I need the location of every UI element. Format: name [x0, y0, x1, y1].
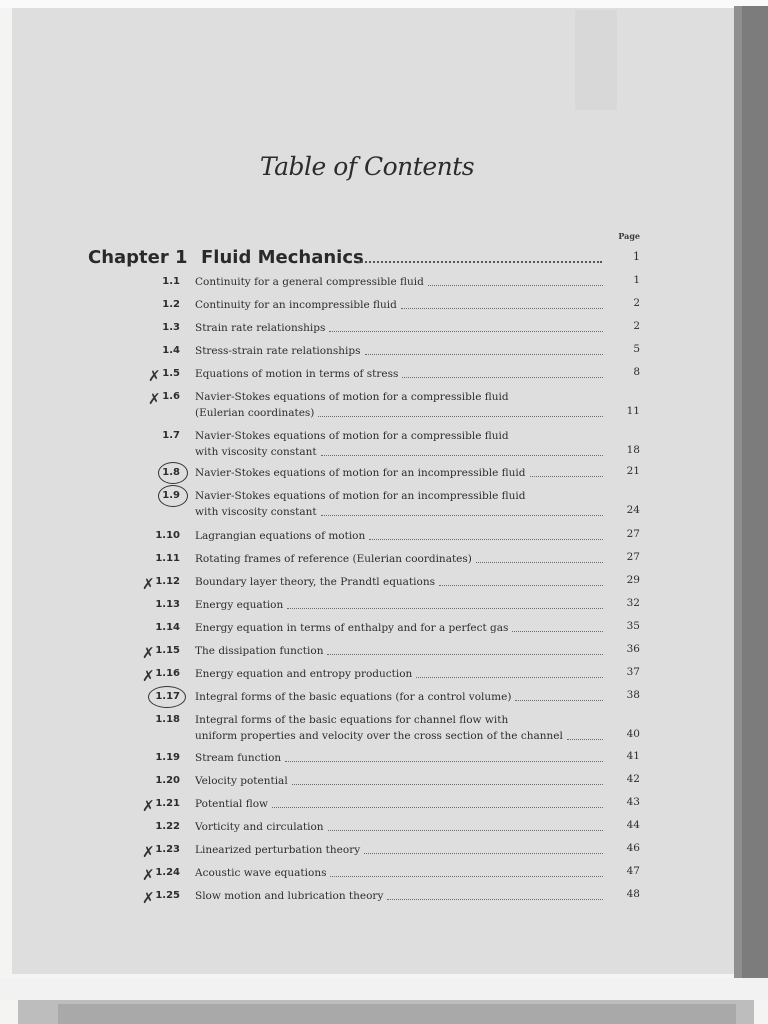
handwritten-x-mark-icon: ✗	[142, 575, 155, 593]
leader-dots	[329, 320, 603, 332]
handwritten-x-mark-icon: ✗	[148, 367, 161, 385]
toc-entry-page: 44	[626, 819, 640, 831]
toc-entry-page: 21	[626, 465, 640, 477]
toc-entry-number: 1.25	[155, 890, 180, 901]
toc-entry-title-line: Potential flow	[195, 798, 269, 810]
toc-entry-page: 27	[626, 551, 640, 563]
toc-entry-title	[195, 819, 605, 835]
toc-entry-number: 1.1	[162, 276, 180, 287]
toc-entry-page: 2	[633, 320, 640, 332]
leader-dots	[292, 773, 603, 785]
handwritten-x-mark-icon: ✗	[142, 644, 155, 662]
leader-dots	[327, 643, 603, 655]
toc-entry-number: 1.22	[155, 821, 180, 832]
toc-entry-page: 29	[626, 574, 640, 586]
leader-dots	[512, 620, 603, 632]
toc-entry-title	[195, 428, 605, 460]
leader-dots	[387, 888, 603, 900]
toc-entry-title	[195, 643, 605, 659]
toc-entry-number: 1.24	[155, 867, 180, 878]
toc-entry-title-line: Velocity potential	[195, 775, 288, 787]
toc-entry-page: 24	[626, 504, 640, 516]
toc-entry-number: 1.4	[162, 345, 180, 356]
toc-entry-page: 41	[626, 750, 640, 762]
toc-entry-number: 1.3	[162, 322, 180, 333]
toc-entry-page: 5	[633, 343, 640, 355]
handwritten-x-mark-icon: ✗	[142, 667, 155, 685]
toc-entry-title	[195, 773, 605, 789]
toc-entry-page: 32	[626, 597, 640, 609]
toc-entry-page: 18	[626, 444, 640, 456]
scan-gap	[0, 978, 768, 1000]
leader-dots	[272, 796, 603, 808]
toc-entry-number: 1.12	[155, 576, 180, 587]
toc-entry-page: 43	[626, 796, 640, 808]
toc-entry-page: 2	[633, 297, 640, 309]
handwritten-x-mark-icon: ✗	[148, 390, 161, 408]
leader-dots	[401, 297, 603, 309]
toc-entry-page: 11	[626, 405, 640, 417]
page-title: Table of Contents	[259, 152, 475, 181]
toc-entry-title-line: Stress-strain rate relationships	[195, 345, 361, 357]
leader-dots	[285, 750, 603, 762]
handwritten-x-mark-icon: ✗	[142, 889, 155, 907]
leader-dots	[287, 597, 603, 609]
toc-entry-number: 1.17	[155, 691, 180, 702]
toc-entry-number: 1.21	[155, 798, 180, 809]
leader-dots	[402, 366, 603, 378]
toc-entry-number: 1.5	[162, 368, 180, 379]
toc-entry-title-line: Integral forms of the basic equations (for a control volume)	[195, 691, 512, 703]
toc-entry-number: 1.20	[155, 775, 180, 786]
toc-entry-title-line: Navier-Stokes equations of motion for an incompressible fluid	[195, 467, 526, 479]
leader-dots	[321, 504, 603, 516]
toc-entry-number: 1.19	[155, 752, 180, 763]
toc-entry-page: 42	[626, 773, 640, 785]
toc-entry-title-line: Energy equation	[195, 599, 284, 611]
toc-entry-title-line: Equations of motion in terms of stress	[195, 368, 399, 380]
toc-entry-page: 1	[633, 274, 640, 286]
toc-entry-title	[195, 465, 605, 481]
handwritten-x-mark-icon: ✗	[142, 843, 155, 861]
chapter-leader-dots	[358, 255, 602, 263]
toc-entry-title-line: Slow motion and lubrication theory	[195, 890, 384, 902]
toc-entry-page: 37	[626, 666, 640, 678]
toc-entry-title	[195, 343, 605, 359]
handwritten-x-mark-icon: ✗	[142, 866, 155, 884]
toc-entry-title	[195, 689, 605, 705]
toc-entry-page: 35	[626, 620, 640, 632]
leader-dots	[476, 551, 603, 563]
leader-dots	[364, 842, 603, 854]
handwritten-x-mark-icon: ✗	[142, 797, 155, 815]
toc-entry-page: 48	[626, 888, 640, 900]
toc-entry-number: 1.15	[155, 645, 180, 656]
leader-dots	[515, 689, 603, 701]
toc-entry-title-line: Lagrangian equations of motion	[195, 530, 366, 542]
toc-entry-number: 1.14	[155, 622, 180, 633]
toc-entry-title	[195, 574, 605, 590]
chapter-number: Chapter 1	[88, 247, 188, 268]
handwritten-circle-mark	[148, 686, 186, 708]
leader-dots	[369, 528, 603, 540]
toc-entry-title-line: uniform properties and velocity over the cross section of the channel	[195, 730, 563, 742]
toc-entry-title-line: Navier-Stokes equations of motion for a compressible fluid	[195, 391, 509, 403]
toc-entry-title-line: Integral forms of the basic equations for channel flow with	[195, 714, 509, 726]
toc-entry-number: 1.6	[162, 391, 180, 402]
leader-dots	[416, 666, 603, 678]
leader-dots	[330, 865, 603, 877]
toc-entry-page: 27	[626, 528, 640, 540]
toc-entry-title-line: (Eulerian coordinates)	[195, 407, 315, 419]
page-column-header: Page	[618, 231, 640, 241]
toc-entry-page: 47	[626, 865, 640, 877]
chapter-page-number: 1	[633, 250, 640, 263]
toc-entry-title	[195, 528, 605, 544]
toc-entry-title	[195, 597, 605, 613]
toc-entry-number: 1.2	[162, 299, 180, 310]
leader-dots	[428, 274, 603, 286]
toc-entry-number: 1.10	[155, 530, 180, 541]
toc-entry-page: 46	[626, 842, 640, 854]
toc-entry-title-line: Energy equation in terms of enthalpy and for a perfect gas	[195, 622, 509, 634]
next-page-inner	[58, 1004, 736, 1024]
toc-entry-number: 1.23	[155, 844, 180, 855]
toc-entry-title-line: Rotating frames of reference (Eulerian coordinates)	[195, 553, 472, 565]
handwritten-circle-mark	[158, 485, 188, 507]
toc-entry-title-line: Acoustic wave equations	[195, 867, 327, 879]
toc-entry-title	[195, 666, 605, 682]
scan-smudge	[575, 10, 617, 110]
toc-entry-title-line: with viscosity constant	[195, 446, 317, 458]
toc-entry-title-line: with viscosity constant	[195, 506, 317, 518]
toc-entry-number: 1.7	[162, 430, 180, 441]
toc-entry-title	[195, 366, 605, 382]
toc-entry-title	[195, 488, 605, 520]
toc-entry-page: 40	[626, 728, 640, 740]
toc-entry-number: 1.18	[155, 714, 180, 725]
toc-entry-title	[195, 320, 605, 336]
toc-entry-title	[195, 796, 605, 812]
toc-entry-title	[195, 865, 605, 881]
toc-entry-title	[195, 297, 605, 313]
toc-entry-title	[195, 551, 605, 567]
leader-dots	[328, 819, 603, 831]
toc-entry-title-line: Continuity for an incompressible fluid	[195, 299, 397, 311]
toc-entry-number: 1.16	[155, 668, 180, 679]
toc-entry-page: 8	[633, 366, 640, 378]
toc-entry-title-line: Navier-Stokes equations of motion for a compressible fluid	[195, 430, 509, 442]
chapter-title: Fluid Mechanics	[201, 247, 364, 268]
toc-entry-title	[195, 712, 605, 744]
toc-entry-title-line: Linearized perturbation theory	[195, 844, 361, 856]
toc-entry-title	[195, 750, 605, 766]
toc-entry-title	[195, 842, 605, 858]
leader-dots	[365, 343, 604, 355]
leader-dots	[321, 444, 603, 456]
scan-top-edge	[0, 0, 768, 8]
toc-entry-title	[195, 389, 605, 421]
toc-entry-title	[195, 274, 605, 290]
toc-entry-title	[195, 620, 605, 636]
toc-entry-page: 36	[626, 643, 640, 655]
toc-entry-title	[195, 888, 605, 904]
toc-entry-title-line: Continuity for a general compressible fluid	[195, 276, 424, 288]
leader-dots	[318, 405, 603, 417]
toc-entry-title-line: Strain rate relationships	[195, 322, 326, 334]
handwritten-circle-mark	[158, 462, 188, 484]
toc-entry-title-line: Navier-Stokes equations of motion for an incompressible fluid	[195, 490, 526, 502]
toc-entry-title-line: Boundary layer theory, the Prandtl equations	[195, 576, 435, 588]
toc-entry-title-line: Energy equation and entropy production	[195, 668, 413, 680]
toc-entry-number: 1.9	[162, 490, 180, 501]
leader-dots	[439, 574, 603, 586]
leader-dots	[567, 728, 603, 740]
book-spine-inner	[742, 6, 768, 978]
toc-entry-number: 1.11	[155, 553, 180, 564]
leader-dots	[530, 465, 604, 477]
toc-entry-title-line: Stream function	[195, 752, 282, 764]
toc-entry-number: 1.13	[155, 599, 180, 610]
toc-entry-page: 38	[626, 689, 640, 701]
toc-entry-number: 1.8	[162, 467, 180, 478]
toc-entry-title-line: The dissipation function	[195, 645, 324, 657]
toc-entry-title-line: Vorticity and circulation	[195, 821, 324, 833]
